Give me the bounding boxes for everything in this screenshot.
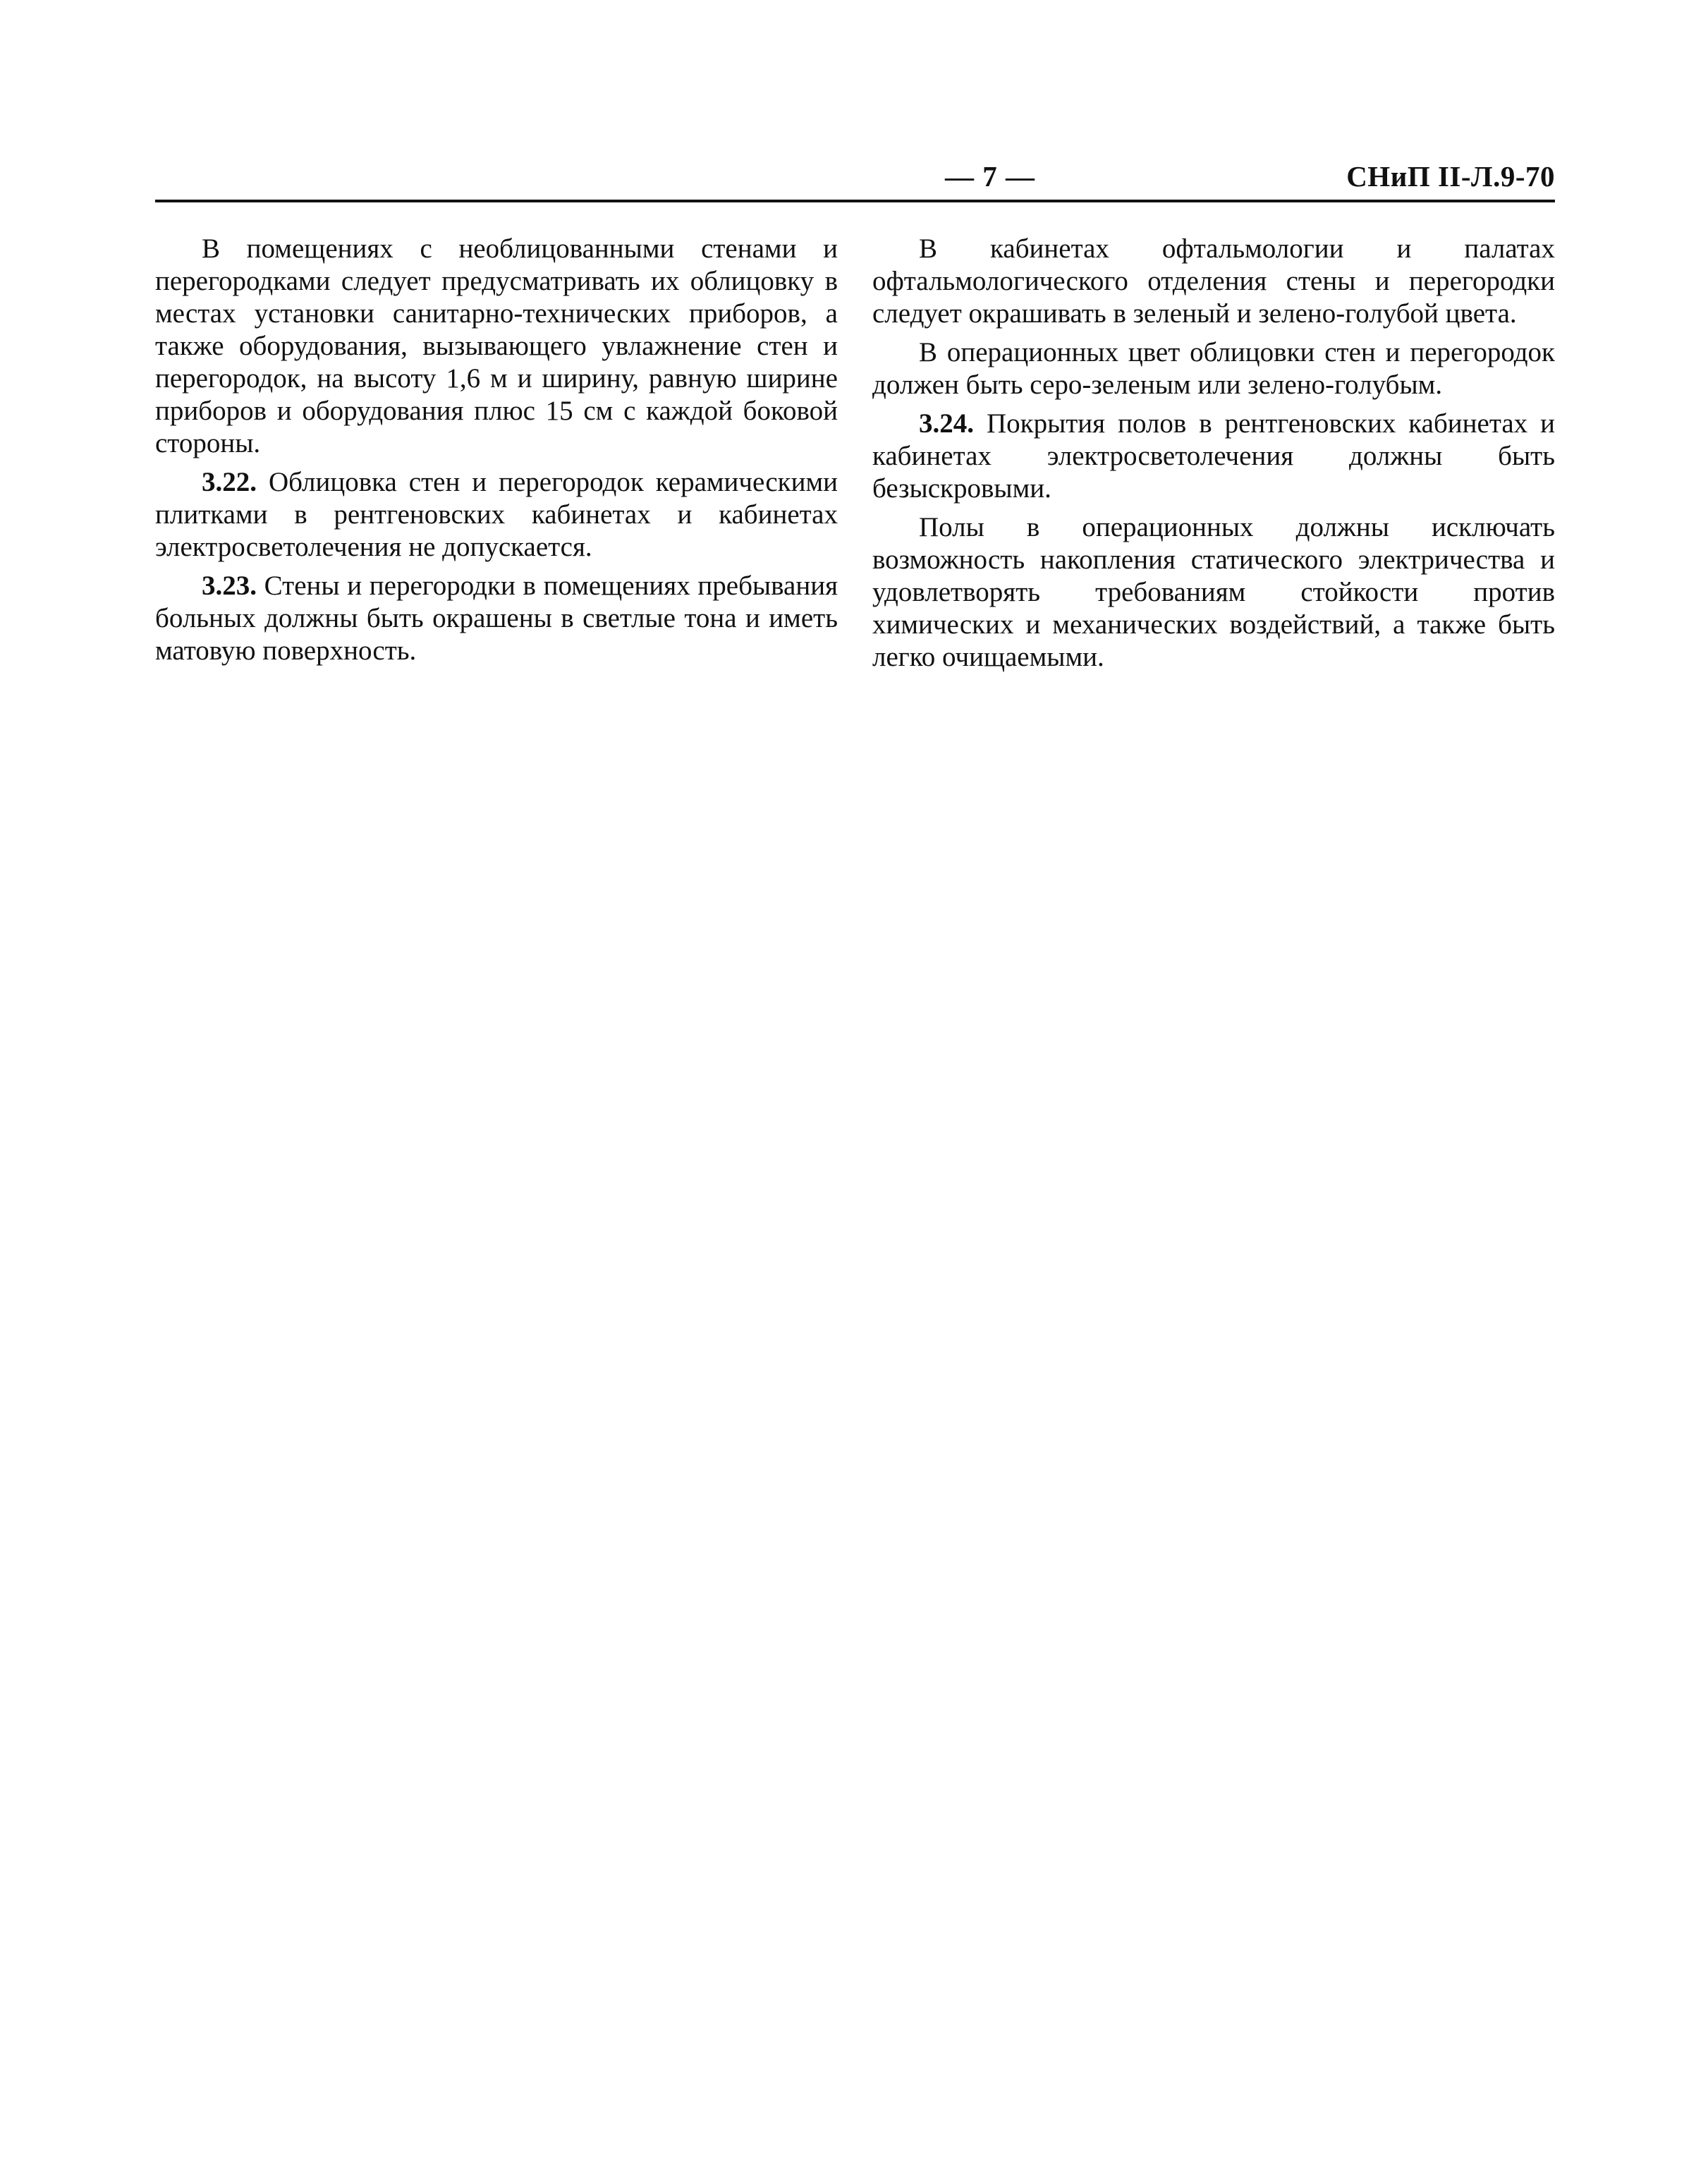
paragraph-3-22 [155, 466, 838, 564]
paragraph [155, 233, 838, 460]
left-column [155, 233, 838, 674]
paragraph-text: В кабинетах офтальмологии и палатах офтальмологического отделения стены и перегородки следует окрашивать в зеленый и зелено-голубой цвета. [872, 233, 1555, 329]
paragraph [872, 511, 1555, 674]
paragraph-text: Покрытия полов в рентгеновских кабинетах и кабинетах электросветолечения должны быть безыскровыми. [872, 408, 1555, 504]
paragraph-text: В операционных цвет облицовки стен и перегородок должен быть серо-зеленым или зелено-голубым. [872, 337, 1555, 400]
clause-number: 3.23. [202, 571, 257, 601]
paragraph-3-24 [872, 408, 1555, 505]
paragraph [872, 233, 1555, 330]
document-code: СНиП II-Л.9-70 [1346, 160, 1555, 193]
paragraph-text: В помещениях с необлицованными стенами и перегородками следует предусматривать их облицовку в местах установки санитарно-технических приборов, а также оборудования, вызывающего увлажнение стен и перегородок, на высоту 1,6 м и ширину, равную ширине приборов и оборудования плюс 15 см с каждой боковой стороны. [155, 233, 838, 458]
page-header [155, 159, 1555, 202]
paragraph-3-23 [155, 570, 838, 667]
paragraph-text: Стены и перегородки в помещениях пребывания больных должны быть окрашены в светлые тона и иметь матовую поверхность. [155, 571, 838, 666]
paragraph [872, 336, 1555, 401]
clause-number: 3.22. [202, 467, 257, 497]
header-rule [155, 200, 1555, 202]
paragraph-text: Полы в операционных должны исключать возможность накопления статического электричества и удовлетворять требованиям стойкости против химических и механических воздействий, а также быть легко очищаемыми. [872, 512, 1555, 672]
right-column [872, 233, 1555, 680]
paragraph-text: Облицовка стен и перегородок керамическими плитками в рентгеновских кабинетах и кабинетах электросветолечения не допускается. [155, 467, 838, 562]
clause-number: 3.24. [919, 408, 974, 439]
page-number: — 7 — [945, 160, 1035, 193]
